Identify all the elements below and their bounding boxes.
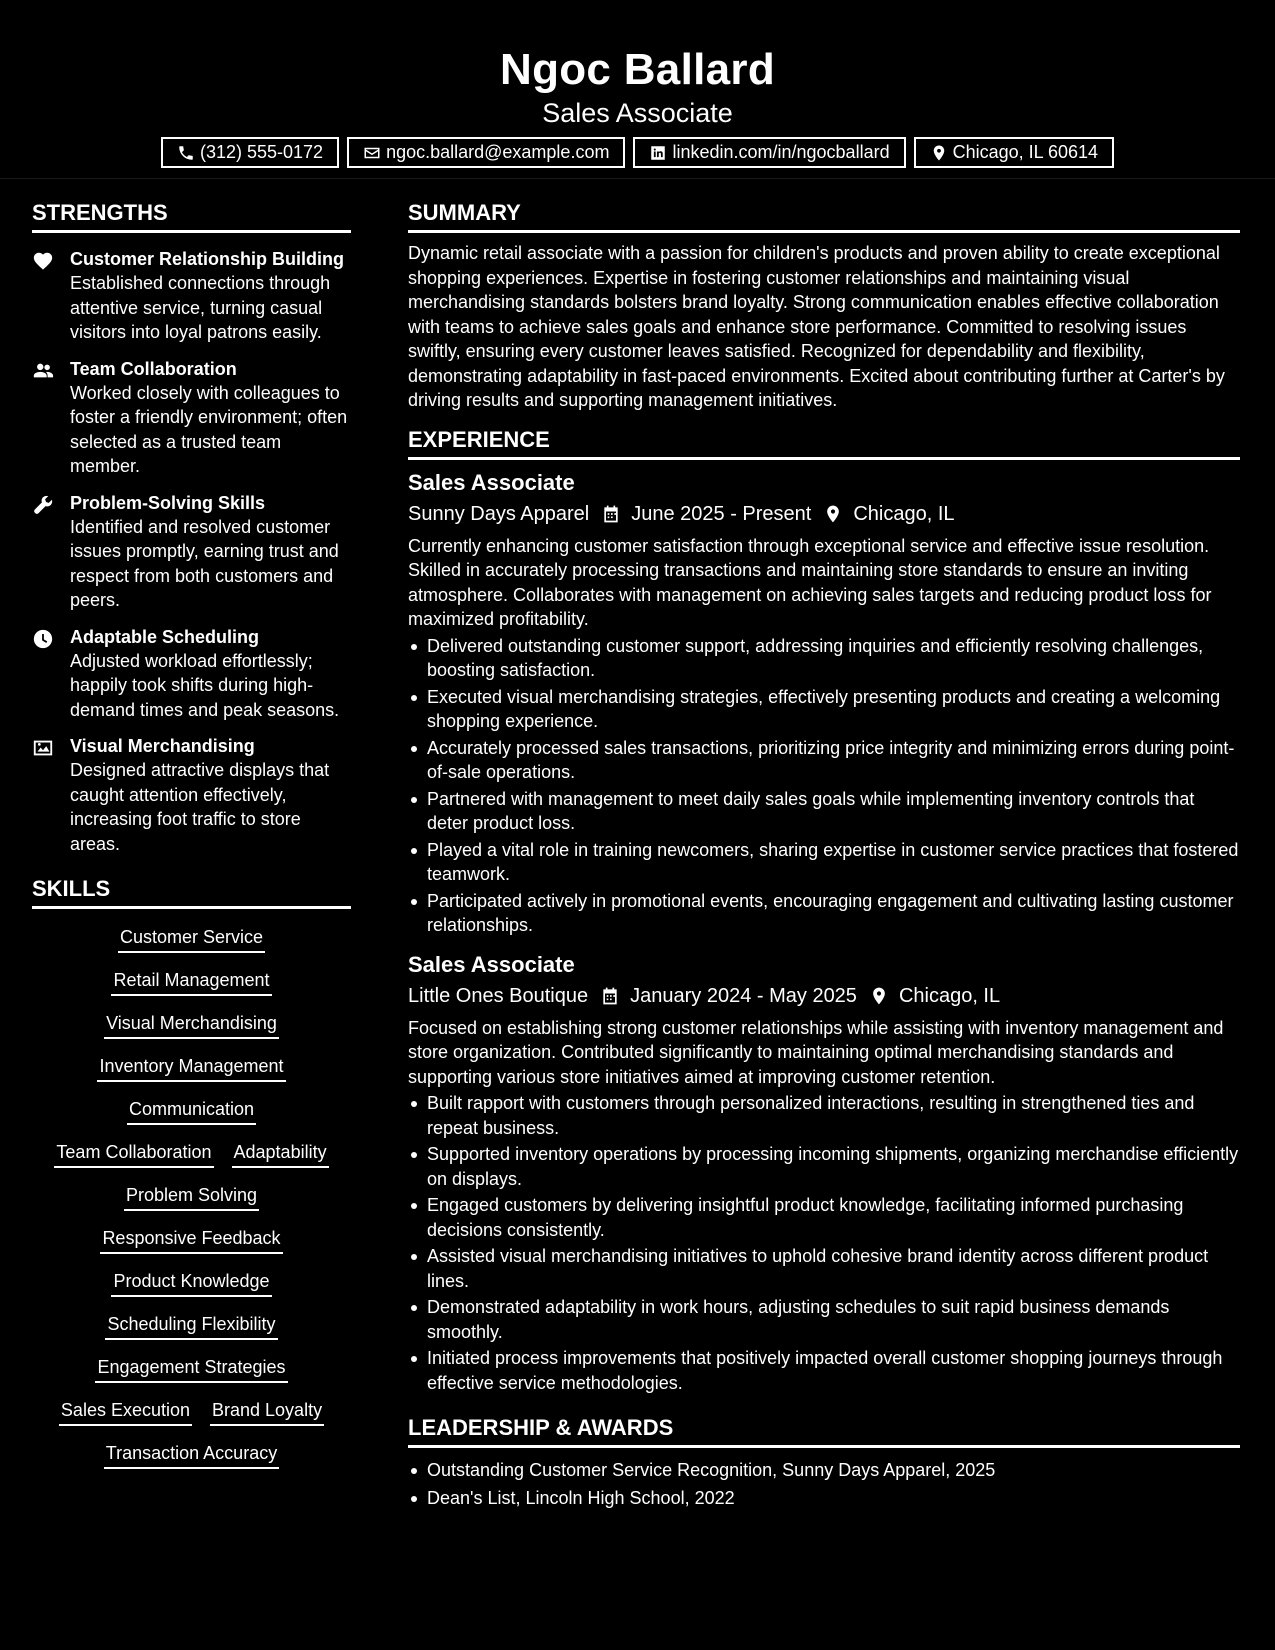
wrench-icon (32, 494, 54, 516)
skill-tag: Visual Merchandising (104, 1011, 279, 1039)
strength-title: Visual Merchandising (70, 736, 255, 756)
skill-tag: Transaction Accuracy (104, 1441, 279, 1469)
clock-icon (32, 628, 54, 650)
job-bullet: Supported inventory operations by processing incoming shipments, organizing merchandise efficiently on displays. (408, 1142, 1240, 1191)
strengths-list (32, 247, 351, 856)
job-dates: June 2025 - Present (631, 502, 812, 525)
job-company: Sunny Days Apparel (408, 502, 590, 525)
job-bullets (408, 634, 1240, 938)
contact-email-text: ngoc.ballard@example.com (386, 142, 610, 162)
experience-heading: EXPERIENCE (408, 425, 1240, 460)
location-pin-icon (823, 504, 843, 524)
contact-phone[interactable] (161, 137, 339, 168)
job-bullet: Partnered with management to meet daily sales goals while implementing inventory controls that deter product loss. (408, 787, 1240, 836)
contact-bar (0, 137, 1275, 168)
contact-phone-text: (312) 555-0172 (199, 142, 324, 162)
job-company: Little Ones Boutique (408, 984, 589, 1007)
strength-item (32, 625, 351, 723)
location-pin-icon (930, 144, 948, 162)
skill-tag: Sales Execution (59, 1398, 192, 1426)
job-bullet: Played a vital role in training newcomers, sharing expertise in customer service practices that fostered teamwork. (408, 838, 1240, 887)
strength-title: Customer Relationship Building (70, 249, 345, 269)
calendar-icon (600, 986, 620, 1006)
skill-tag: Retail Management (111, 968, 271, 996)
strength-title: Adaptable Scheduling (70, 626, 260, 647)
skill-tag: Inventory Management (97, 1054, 285, 1082)
job-description: Currently enhancing customer satisfaction through exceptional service and effective issue resolution. Skilled in accurately processing transactions and maintaining store standards to ensure an inviting atmosphere. Collaborates with management on achieving sales targets and reducing product loss for maximized profitability. (408, 535, 1212, 629)
strength-desc: Designed attractive displays that caught attention effectively, increasing foot traffic to store areas. (70, 760, 330, 854)
contact-linkedin[interactable] (633, 137, 905, 168)
strength-title: Problem-Solving Skills (70, 492, 266, 513)
skill-tag: Responsive Feedback (100, 1226, 282, 1254)
job-meta (408, 499, 1240, 529)
job-bullet: Accurately processed sales transactions, prioritizing price integrity and minimizing errors during point-of-sale operations. (408, 736, 1240, 785)
strength-desc: Established connections through attentive service, turning casual visitors into loyal patrons easily. (70, 273, 331, 342)
strength-item (32, 734, 351, 856)
job-entry (408, 468, 1240, 938)
awards-list (408, 1456, 1240, 1512)
strength-title: Team Collaboration (70, 358, 237, 379)
strengths-heading: STRENGTHS (32, 198, 351, 233)
calendar-icon (601, 504, 621, 524)
job-bullet: Engaged customers by delivering insightful product knowledge, facilitating informed purchasing decisions consistently. (408, 1193, 1240, 1242)
job-bullet: Initiated process improvements that positively impacted overall customer shopping journeys through effective service methodologies. (408, 1346, 1240, 1395)
job-bullet: Demonstrated adaptability in work hours, adjusting schedules to suit rapid business demands smoothly. (408, 1295, 1240, 1344)
skills-list (32, 925, 351, 1469)
envelope-icon (363, 144, 381, 162)
contact-location-text: Chicago, IL 60614 (952, 142, 1099, 162)
job-bullet: Delivered outstanding customer support, addressing inquiries and efficiently resolving challenges, boosting satisfaction. (408, 634, 1240, 683)
strength-item (32, 491, 351, 613)
skill-tag: Adaptability (232, 1140, 329, 1168)
image-icon (32, 737, 54, 759)
contact-linkedin-text: linkedin.com/in/ngocballard (672, 142, 890, 162)
skill-tag: Scheduling Flexibility (105, 1312, 277, 1340)
job-location: Chicago, IL (853, 502, 955, 525)
skills-heading: SKILLS (32, 874, 351, 909)
summary-text: Dynamic retail associate with a passion for children's products and proven ability to create exceptional shopping experiences. Expertise in fostering customer relationships and maintaining visual merchandising standards bolsters brand loyalty. Strong communication enables effective collaboration with teams to achieve sales goals and enhance store performance. Committed to resolving issues swiftly, ensuring every customer leaves satisfied. Recognized for dependability and flexibility, demonstrating adaptability in fast-paced environments. Excited about contributing further at Carter's by driving results and supporting management initiatives. (408, 243, 1225, 410)
right-column (408, 198, 1240, 1512)
job-entry (408, 950, 1240, 1396)
resume-header (0, 0, 1275, 179)
users-icon (32, 360, 54, 382)
candidate-role: Sales Associate (542, 98, 733, 128)
contact-location (914, 137, 1114, 168)
candidate-name: Ngoc Ballard (500, 45, 775, 94)
left-column (32, 198, 351, 1469)
award-item: Outstanding Customer Service Recognition, Sunny Days Apparel, 2025 (408, 1456, 1240, 1484)
job-title: Sales Associate (408, 951, 575, 977)
location-pin-icon (869, 986, 889, 1006)
job-bullets (408, 1091, 1240, 1395)
job-meta (408, 981, 1240, 1011)
phone-icon (177, 144, 195, 162)
linkedin-icon (649, 144, 667, 162)
strength-desc: Adjusted workload effortlessly; happily took shifts during high-demand times and peak seasons. (70, 650, 340, 720)
summary-heading: SUMMARY (408, 198, 1240, 233)
skill-tag: Brand Loyalty (210, 1398, 324, 1426)
job-dates: January 2024 - May 2025 (630, 984, 857, 1007)
strength-desc: Identified and resolved customer issues promptly, earning trust and respect from both customers and peers. (70, 516, 339, 610)
job-description: Focused on establishing strong customer relationships while assisting with inventory management and store organization. Contributed significantly to maintaining optimal merchandising standards and supporting various store initiatives aimed at improving customer retention. (408, 1017, 1224, 1087)
strength-desc: Worked closely with colleagues to foster a friendly environment; often selected as a trusted team member. (70, 382, 348, 476)
skill-tag: Communication (127, 1097, 256, 1125)
heart-icon (32, 250, 54, 272)
skill-tag: Problem Solving (124, 1183, 259, 1211)
skill-tag: Team Collaboration (54, 1140, 213, 1168)
job-bullet: Assisted visual merchandising initiatives to uphold cohesive brand identity across different product lines. (408, 1244, 1240, 1293)
award-item: Dean's List, Lincoln High School, 2022 (408, 1484, 1240, 1512)
leadership-heading: LEADERSHIP & AWARDS (408, 1413, 1240, 1448)
job-title: Sales Associate (408, 469, 575, 495)
job-bullet: Built rapport with customers through personalized interactions, resulting in strengthened ties and repeat business. (408, 1091, 1240, 1140)
strength-item (32, 357, 351, 479)
job-bullet: Executed visual merchandising strategies, effectively presenting products and creating a welcoming shopping experience. (408, 685, 1240, 734)
skill-tag: Customer Service (118, 925, 265, 953)
skill-tag: Product Knowledge (111, 1269, 271, 1297)
contact-email[interactable] (347, 137, 625, 168)
job-bullet: Participated actively in promotional events, encouraging engagement and cultivating lasting customer relationships. (408, 889, 1240, 938)
job-location: Chicago, IL (898, 984, 1001, 1007)
skill-tag: Engagement Strategies (95, 1355, 287, 1383)
strength-item (32, 247, 351, 345)
